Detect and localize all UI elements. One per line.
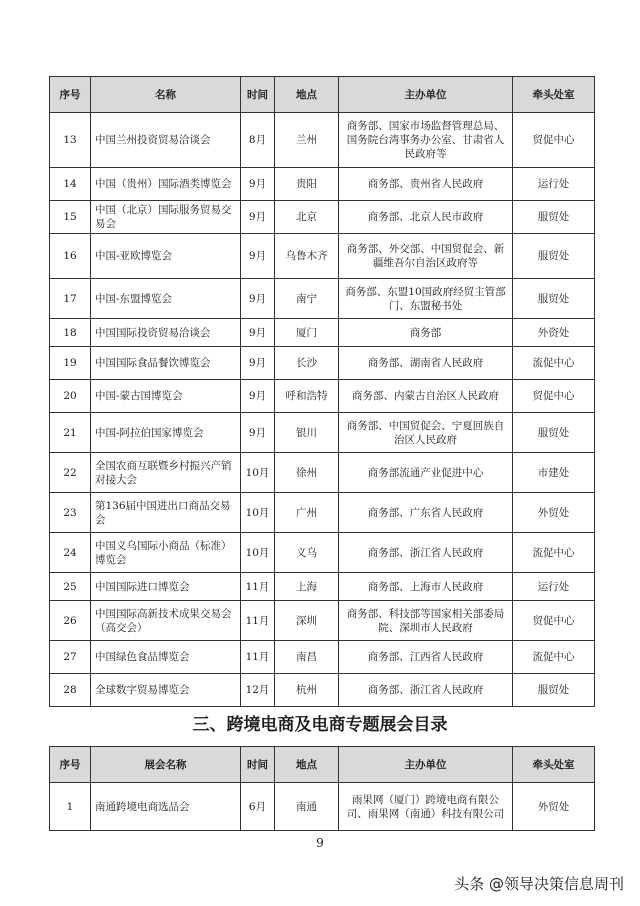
header-organizer: 主办单位 <box>339 747 513 783</box>
cell-time: 12月 <box>241 674 275 707</box>
cell-place: 上海 <box>275 573 339 601</box>
header-dept: 牵头处室 <box>513 77 595 113</box>
table-row <box>50 674 595 707</box>
header-place: 地点 <box>275 77 339 113</box>
cell-name: 全球数字贸易博览会 <box>91 674 241 707</box>
cell-no: 28 <box>50 674 91 707</box>
ecommerce-exhibition-table <box>49 746 595 831</box>
cell-no: 20 <box>50 380 91 413</box>
cell-dept: 服贸处 <box>513 234 595 279</box>
cell-no: 21 <box>50 413 91 453</box>
cell-name: 南通跨境电商选品会 <box>91 783 241 831</box>
cell-time: 9月 <box>241 168 275 201</box>
cell-organizer: 商务部、湖南省人民政府 <box>339 347 513 380</box>
cell-no: 27 <box>50 641 91 674</box>
cell-name: 全国农商互联暨乡村振兴产销对接大会 <box>91 453 241 493</box>
cell-dept: 流促中心 <box>513 347 595 380</box>
cell-time: 6月 <box>241 783 275 831</box>
cell-place: 银川 <box>275 413 339 453</box>
page-number: 9 <box>316 836 324 850</box>
cell-place: 北京 <box>275 201 339 234</box>
table-row <box>50 234 595 279</box>
cell-place: 义乌 <box>275 533 339 573</box>
cell-name: 中国绿色食品博览会 <box>91 641 241 674</box>
cell-organizer: 商务部、外交部、中国贸促会、新疆维吾尔自治区政府等 <box>339 234 513 279</box>
cell-no: 23 <box>50 493 91 533</box>
watermark: 头条 @领导决策信息周刊 <box>454 875 624 893</box>
table-row <box>50 783 595 831</box>
cell-dept: 运行处 <box>513 573 595 601</box>
cell-organizer: 商务部、江西省人民政府 <box>339 641 513 674</box>
cell-organizer: 商务部、浙江省人民政府 <box>339 533 513 573</box>
cell-name: 中国-蒙古国博览会 <box>91 380 241 413</box>
cell-no: 19 <box>50 347 91 380</box>
table-row <box>50 201 595 234</box>
cell-no: 25 <box>50 573 91 601</box>
cell-place: 徐州 <box>275 453 339 493</box>
cell-place: 南宁 <box>275 279 339 319</box>
header-no: 序号 <box>50 77 91 113</box>
table-row <box>50 641 595 674</box>
cell-time: 9月 <box>241 279 275 319</box>
cell-organizer: 商务部、科技部等国家相关部委局院、深圳市人民政府 <box>339 601 513 641</box>
cell-dept: 服贸处 <box>513 674 595 707</box>
cell-time: 11月 <box>241 601 275 641</box>
cell-place: 乌鲁木齐 <box>275 234 339 279</box>
cell-name: 中国-亚欧博览会 <box>91 234 241 279</box>
cell-time: 10月 <box>241 453 275 493</box>
table-row <box>50 493 595 533</box>
cell-time: 9月 <box>241 234 275 279</box>
cell-dept: 外贸处 <box>513 783 595 831</box>
cell-organizer: 商务部、贵州省人民政府 <box>339 168 513 201</box>
cell-no: 22 <box>50 453 91 493</box>
cell-dept: 贸促中心 <box>513 380 595 413</box>
table-row <box>50 380 595 413</box>
cell-dept: 流促中心 <box>513 641 595 674</box>
cell-organizer: 商务部、上海市人民政府 <box>339 573 513 601</box>
cell-no: 16 <box>50 234 91 279</box>
cell-organizer: 商务部、广东省人民政府 <box>339 493 513 533</box>
table-row <box>50 573 595 601</box>
table-row <box>50 413 595 453</box>
cell-name: 中国国际食品餐饮博览会 <box>91 347 241 380</box>
cell-place: 呼和浩特 <box>275 380 339 413</box>
cell-dept: 贸促中心 <box>513 601 595 641</box>
section-title: 三、跨境电商及电商专题展会目录 <box>192 715 448 735</box>
cell-name: 中国-东盟博览会 <box>91 279 241 319</box>
table-row <box>50 347 595 380</box>
cell-organizer: 雨果网（厦门）跨境电商有限公司、雨果网（南通）科技有限公司 <box>339 783 513 831</box>
exhibition-table <box>49 76 595 707</box>
header-name: 名称 <box>91 77 241 113</box>
cell-place: 长沙 <box>275 347 339 380</box>
cell-dept: 市建处 <box>513 453 595 493</box>
cell-name: 中国-阿拉伯国家博览会 <box>91 413 241 453</box>
cell-name: 中国（贵州）国际酒类博览会 <box>91 168 241 201</box>
cell-time: 8月 <box>241 113 275 168</box>
cell-no: 26 <box>50 601 91 641</box>
cell-organizer: 商务部、东盟10国政府经贸主管部门、东盟秘书处 <box>339 279 513 319</box>
cell-no: 14 <box>50 168 91 201</box>
cell-no: 17 <box>50 279 91 319</box>
header-time: 时间 <box>241 77 275 113</box>
table-row <box>50 168 595 201</box>
cell-name: 中国国际高新技术成果交易会（高交会） <box>91 601 241 641</box>
header-place: 地点 <box>275 747 339 783</box>
header-no: 序号 <box>50 747 91 783</box>
cell-no: 24 <box>50 533 91 573</box>
table-row <box>50 113 595 168</box>
cell-place: 深圳 <box>275 601 339 641</box>
cell-organizer: 商务部流通产业促进中心 <box>339 453 513 493</box>
cell-place: 贵阳 <box>275 168 339 201</box>
header-dept: 牵头处室 <box>513 747 595 783</box>
cell-dept: 服贸处 <box>513 413 595 453</box>
cell-dept: 外贸处 <box>513 493 595 533</box>
cell-time: 10月 <box>241 493 275 533</box>
header-organizer: 主办单位 <box>339 77 513 113</box>
cell-name: 中国（北京）国际服务贸易交易会 <box>91 201 241 234</box>
cell-place: 厦门 <box>275 319 339 347</box>
table-row <box>50 533 595 573</box>
cell-no: 1 <box>50 783 91 831</box>
cell-dept: 贸促中心 <box>513 113 595 168</box>
table-header-row <box>50 747 595 783</box>
header-time: 时间 <box>241 747 275 783</box>
cell-organizer: 商务部、中国贸促会、宁夏回族自治区人民政府 <box>339 413 513 453</box>
cell-organizer: 商务部 <box>339 319 513 347</box>
cell-dept: 外资处 <box>513 319 595 347</box>
cell-name: 中国国际进口博览会 <box>91 573 241 601</box>
cell-name: 第136届中国进出口商品交易会 <box>91 493 241 533</box>
cell-no: 18 <box>50 319 91 347</box>
cell-time: 9月 <box>241 347 275 380</box>
cell-organizer: 商务部、国家市场监督管理总局、国务院台湾事务办公室、甘肃省人民政府等 <box>339 113 513 168</box>
table-row <box>50 279 595 319</box>
cell-dept: 流促中心 <box>513 533 595 573</box>
cell-organizer: 商务部、北京人民市政府 <box>339 201 513 234</box>
cell-time: 9月 <box>241 201 275 234</box>
cell-organizer: 商务部、浙江省人民政府 <box>339 674 513 707</box>
cell-name: 中国兰州投资贸易洽谈会 <box>91 113 241 168</box>
table-row <box>50 453 595 493</box>
cell-time: 10月 <box>241 533 275 573</box>
cell-name: 中国国际投资贸易洽谈会 <box>91 319 241 347</box>
cell-place: 南通 <box>275 783 339 831</box>
cell-place: 杭州 <box>275 674 339 707</box>
cell-name: 中国义乌国际小商品（标准）博览会 <box>91 533 241 573</box>
cell-time: 11月 <box>241 641 275 674</box>
cell-place: 兰州 <box>275 113 339 168</box>
cell-time: 9月 <box>241 413 275 453</box>
table-row <box>50 601 595 641</box>
cell-no: 15 <box>50 201 91 234</box>
cell-time: 9月 <box>241 380 275 413</box>
table-header-row <box>50 77 595 113</box>
cell-dept: 服贸处 <box>513 201 595 234</box>
cell-organizer: 商务部、内蒙古自治区人民政府 <box>339 380 513 413</box>
table-row <box>50 319 595 347</box>
cell-time: 9月 <box>241 319 275 347</box>
cell-dept: 服贸处 <box>513 279 595 319</box>
cell-time: 11月 <box>241 573 275 601</box>
header-name: 展会名称 <box>91 747 241 783</box>
cell-place: 南昌 <box>275 641 339 674</box>
cell-no: 13 <box>50 113 91 168</box>
cell-dept: 运行处 <box>513 168 595 201</box>
cell-place: 广州 <box>275 493 339 533</box>
